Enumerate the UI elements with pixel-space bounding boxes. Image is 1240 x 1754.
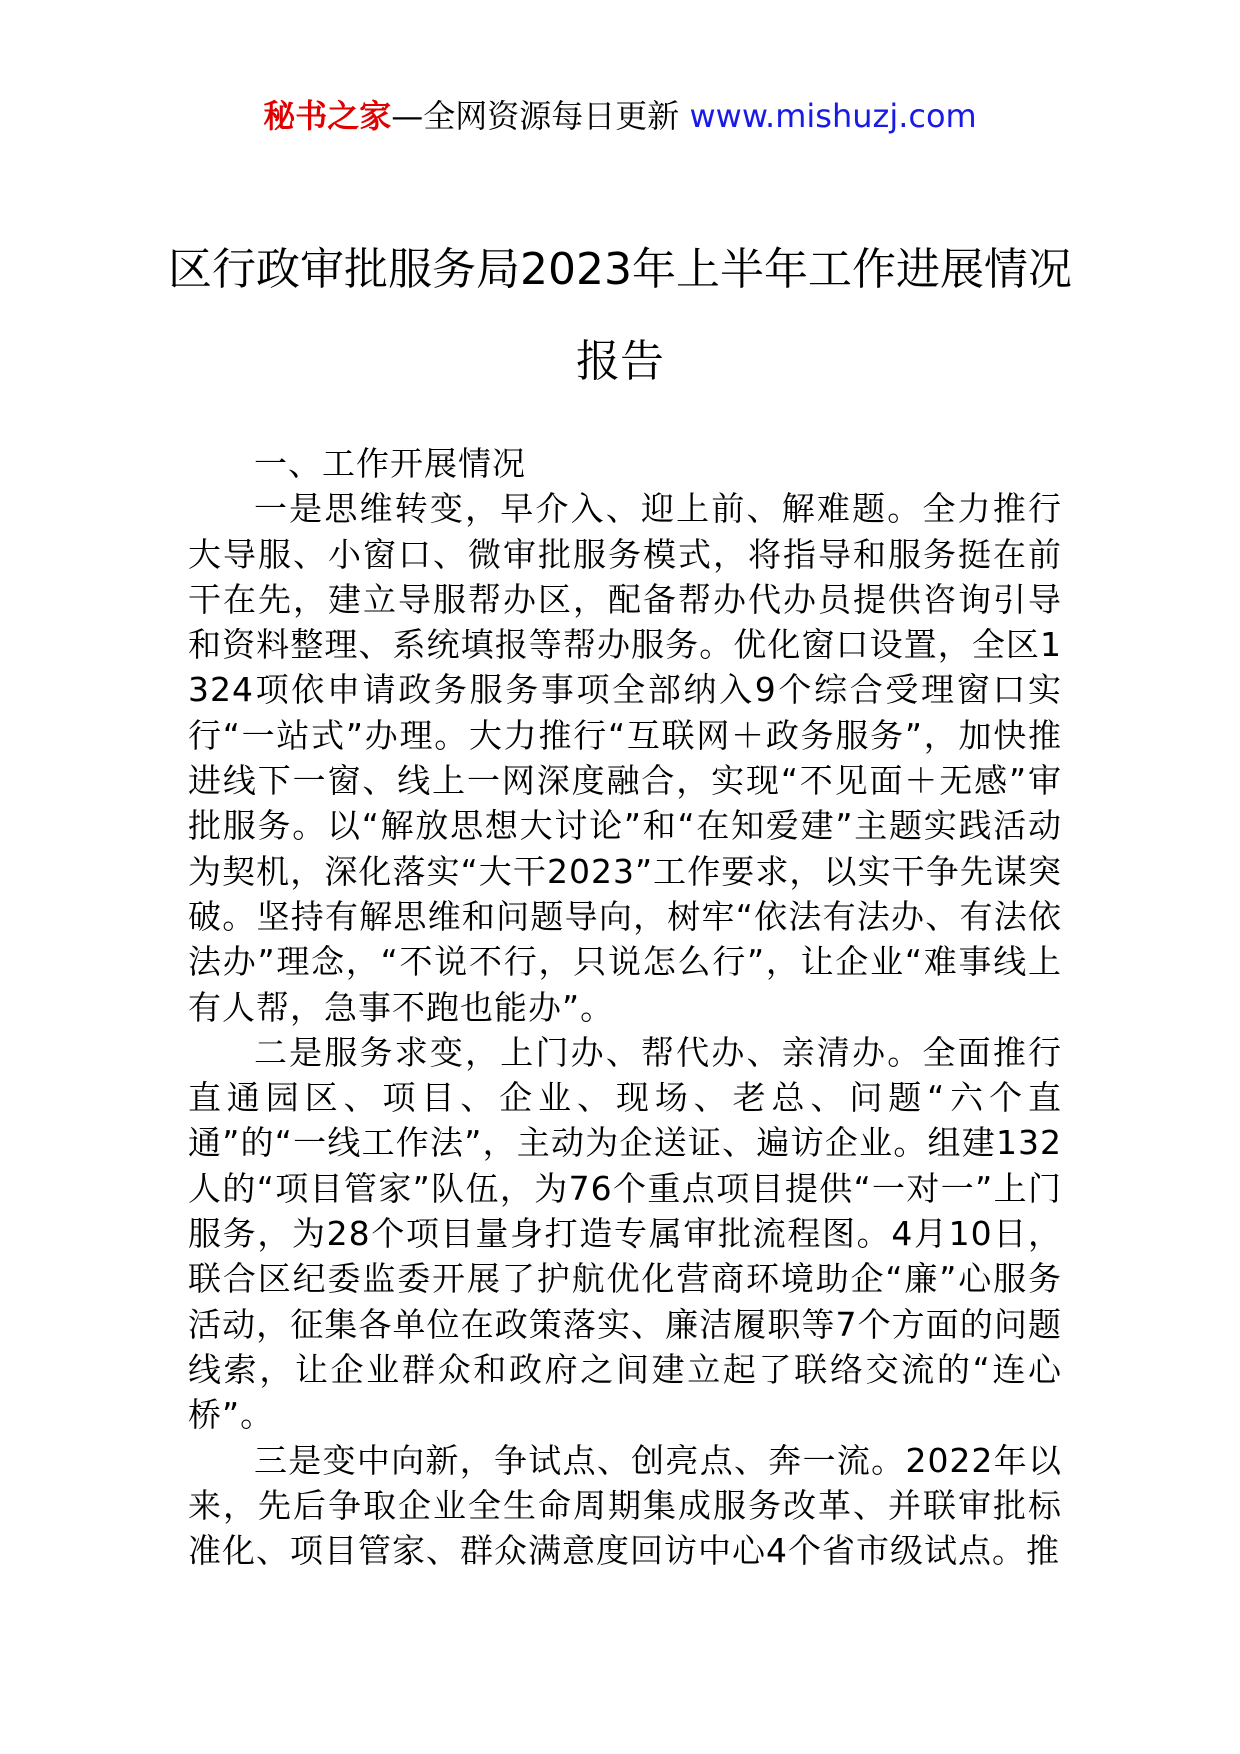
document-body: [188, 441, 1062, 1573]
brand-name: 秘书之家: [263, 97, 392, 135]
section-heading: 一、工作开展情况: [254, 444, 526, 483]
site-header: [0, 96, 1240, 136]
paragraph: 一是思维转变，早介入、迎上前、解难题。全力推行大导服、小窗口、微审批服务模式，将指导和服务挺在前干在先，建立导服帮办区，配备帮办代办员提供咨询引导和资料整理、系统填报等帮办服务。优化窗口设置，全区1324项依申请政务服务事项全部纳入9个综合受理窗口实行“一站式”办理。大力推行“互联网＋政务服务”，加快推进线下一窗、线上一网深度融合，实现“不见面＋无感”审批服务。以“解放思想大讨论”和“在知爱建”主题实践活动为契机，深化落实“大干2023”工作要求，以实干争先谋突破。坚持有解思维和问题导向，树牢“依法有法办、有法依法办”理念，“不说不行，只说怎么行”，让企业“难事线上有人帮，急事不跑也能办”。: [188, 489, 1062, 1027]
site-url[interactable]: www.mishuzj.com: [689, 97, 977, 135]
paragraph: 二是服务求变，上门办、帮代办、亲清办。全面推行直通园区、项目、企业、现场、老总、问题“六个直通”的“一线工作法”，主动为企送证、遍访企业。组建132人的“项目管家”队伍，为76个重点项目提供“一对一”上门服务，为28个项目量身打造专属审批流程图。4月10日，联合区纪委监委开展了护航优化营商环境助企“廉”心服务活动，征集各单位在政策落实、廉洁履职等7个方面的问题线索，让企业群众和政府之间建立起了联络交流的“连心桥”。: [188, 1032, 1062, 1435]
paragraph: 三是变中向新，争试点、创亮点、奔一流。2022年以来，先后争取企业全生命周期集成服务改革、并联审批标准化、项目管家、群众满意度回访中心4个省市级试点。推: [188, 1440, 1062, 1571]
header-slogan: —全网资源每日更新: [391, 97, 690, 135]
document-title: 区行政审批服务局2023年上半年工作进展情况报告: [168, 244, 1072, 387]
